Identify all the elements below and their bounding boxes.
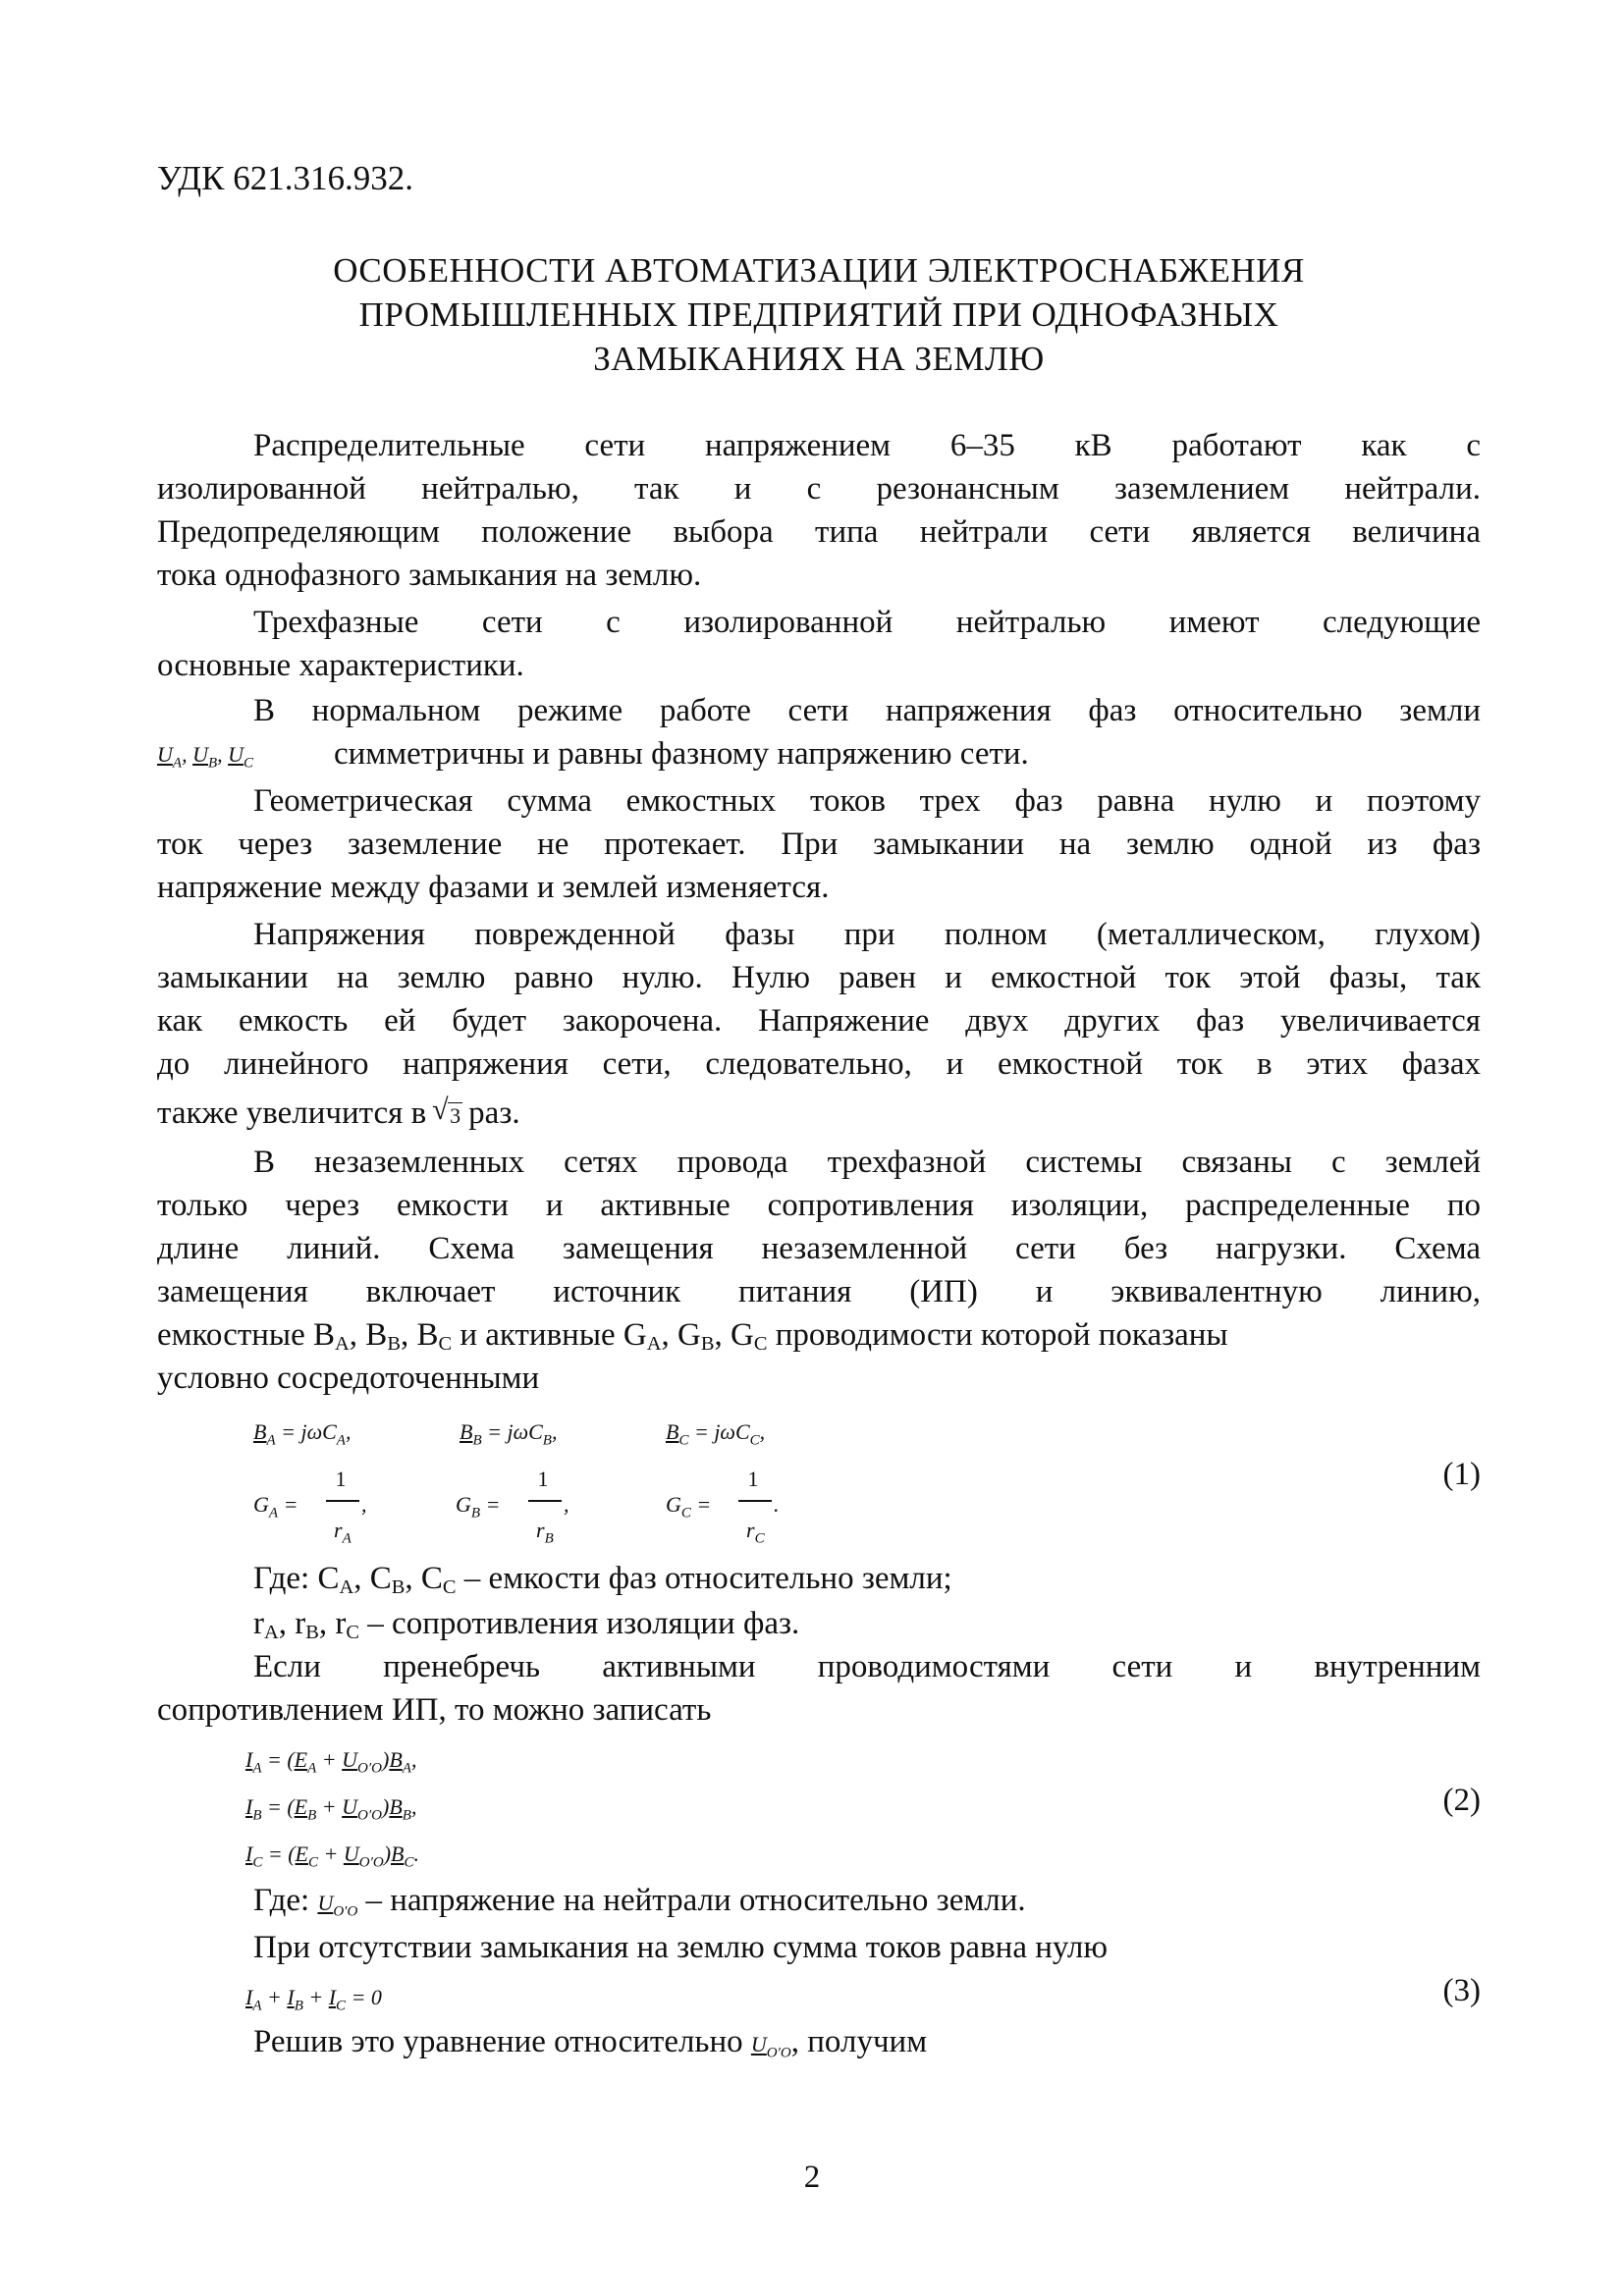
paragraph-line: Решив это уравнение относительно $U_{O'O}$, получим [253, 2024, 928, 2061]
formula-g-c: $G_C$ = [666, 1492, 712, 1522]
phase-voltages-formula: $U_A$, $U_B$, $U_C$ [157, 742, 254, 772]
formula-b-c: $B_C = j\omega C_C$, [666, 1419, 766, 1449]
udk-code: УДК 621.316.932. [157, 159, 413, 197]
period: . [774, 1492, 780, 1517]
formula-g-a: $G_A$ = [253, 1492, 298, 1522]
sqrt-symbol: √ 3 [432, 1094, 461, 1128]
fraction-denominator: $r_B$ [536, 1518, 554, 1547]
paragraph-line: замыкании на землю равно нулю. Нулю равен и емкостной ток этой фазы, так [157, 960, 1481, 995]
paragraph-line: Где: $C_A$, $C_B$, $C_C$ – емкости фаз относительно земли; [253, 1561, 952, 1599]
paragraph-line: Трехфазные сети с изолированной нейтралью имеют следующие [253, 605, 1481, 640]
fraction-bar [326, 1500, 359, 1502]
paragraph-line: Напряжения поврежденной фазы при полном (металлическом, глухом) [253, 917, 1481, 952]
formula-i-b: $I_B = (E_B + U_{O'O})B_B$, [245, 1794, 417, 1824]
page-number: 2 [803, 2160, 821, 2195]
paragraph-line: емкостные $B_A$, $B_B$, $B_C$ и активные $G_A$, $G_B$, $G_C$ проводимости которой показаны [157, 1317, 1228, 1356]
paragraph-line: Распределительные сети напряжением 6–35 кВ работают как с [253, 428, 1481, 463]
paragraph-line: Если пренебречь активными проводимостями сети и внутренним [253, 1649, 1481, 1684]
paragraph-line: Предопределяющим положение выбора типа нейтрали сети является величина [157, 514, 1481, 550]
fraction-denominator: $r_C$ [746, 1518, 765, 1547]
comma: , [361, 1492, 367, 1517]
paragraph-line: условно сосредоточенными [157, 1361, 540, 1396]
fraction-numerator: 1 [335, 1467, 347, 1491]
fraction-numerator: 1 [537, 1467, 549, 1491]
paragraph-line: замещения включает источник питания (ИП) и эквивалентную линию, [157, 1274, 1481, 1309]
fraction-bar [738, 1500, 772, 1502]
equation-number: (3) [1442, 1973, 1481, 2008]
title-line-2: ПРОМЫШЛЕННЫХ ПРЕДПРИЯТИЙ ПРИ ОДНОФАЗНЫХ [358, 295, 1279, 334]
paragraph-line: Где: $U_{O'O}$ – напряжение на нейтрали относительно земли. [253, 1883, 1026, 1920]
paragraph-line: При отсутствии замыкания на землю сумма токов равна нулю [253, 1930, 1109, 1965]
paragraph-line: сопротивлением ИП, то можно записать [157, 1692, 712, 1728]
equation-number: (2) [1442, 1783, 1481, 1818]
paragraph-line: тока однофазного замыкания на землю. [157, 558, 702, 593]
paragraph-line: $r_A$, $r_B$, $r_C$ – сопротивления изоляции фаз. [253, 1606, 800, 1644]
formula-g-b: $G_B$ = [456, 1492, 501, 1522]
title-line-3: ЗАМЫКАНИЯХ НА ЗЕМЛЮ [593, 340, 1045, 378]
paragraph-line: до линейного напряжения сети, следовательно, и емкостной ток в этих фазах [157, 1046, 1481, 1082]
formula-3: $I_A + I_B + I_C = 0$ [245, 1985, 382, 2014]
paragraph-line: В нормальном режиме работе сети напряжения фаз относительно земли [253, 693, 1481, 728]
paragraph-line: Геометрическая сумма емкостных токов трех фаз равна нулю и поэтому [253, 783, 1481, 819]
fraction-bar [528, 1500, 562, 1502]
paragraph-line: только через емкости и активные сопротивления изоляции, распределенные по [157, 1188, 1481, 1223]
paragraph-line: изолированной нейтралью, так и с резонансным заземлением нейтрали. [157, 471, 1481, 507]
paragraph-line: длине линий. Схема замещения незаземленной сети без нагрузки. Схема [157, 1231, 1481, 1266]
comma: , [564, 1492, 569, 1517]
paragraph-line: В незаземленных сетях провода трехфазной системы связаны с землей [253, 1145, 1481, 1180]
paragraph-line: как емкость ей будет закорочена. Напряжение двух других фаз увеличивается [157, 1003, 1481, 1039]
formula-b-a: $B_A = j\omega C_A$, [253, 1419, 352, 1449]
formula-b-b: $B_B = j\omega C_B$, [460, 1419, 558, 1449]
equation-number: (1) [1442, 1457, 1481, 1492]
paragraph-line: также увеличится в √ 3 раз. [157, 1092, 1481, 1138]
paragraph-line: ток через заземление не протекает. При замыкании на землю одной из фаз [157, 827, 1481, 862]
paragraph-line: симметричны и равны фазному напряжению сети. [334, 736, 1029, 772]
fraction-numerator: 1 [747, 1467, 759, 1491]
paragraph-line: напряжение между фазами и землей изменяется. [157, 870, 830, 905]
title-line-1: ОСОБЕННОСТИ АВТОМАТИЗАЦИИ ЭЛЕКТРОСНАБЖЕНИЯ [333, 251, 1305, 290]
paragraph-line: основные характеристики. [157, 648, 524, 683]
fraction-denominator: $r_A$ [334, 1518, 352, 1547]
formula-i-c: $I_C = (E_C + U_{O'O})B_C$. [245, 1842, 419, 1871]
formula-i-a: $I_A = (E_A + U_{O'O})B_A$, [245, 1747, 417, 1777]
